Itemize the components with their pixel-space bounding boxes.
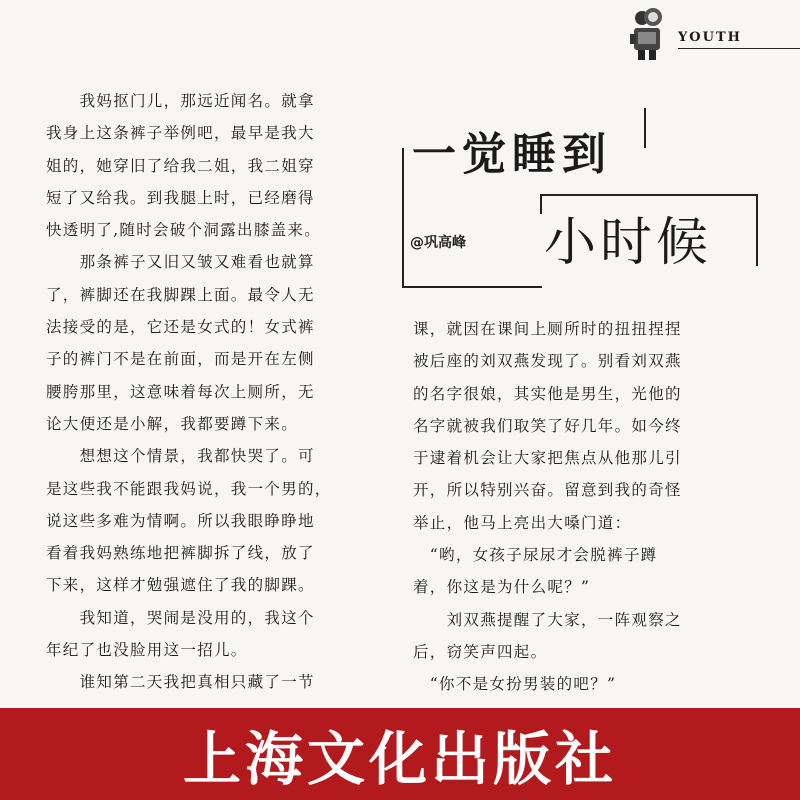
text-line: 说这些多难为情啊。所以我眼睁睁地	[46, 511, 315, 530]
header-divider	[678, 48, 800, 49]
text-line: 姐的，她穿旧了给我二姐，我二姐穿	[46, 156, 315, 175]
title-frame-line	[540, 194, 758, 196]
text-line: 名字就被我们取笑了好几年。如今终	[413, 416, 682, 435]
article-title: 一觉睡到	[412, 129, 612, 180]
text-line: 腰胯那里，这意味着每次上厕所，无	[46, 382, 315, 401]
kid-illustration-icon	[622, 4, 674, 60]
text-line: 想想这个情景，我都快哭了。可	[46, 447, 315, 466]
page-header	[0, 0, 800, 60]
text-line: 论大便还是小解，我都要蹲下来。	[46, 414, 299, 433]
title-frame-line	[402, 286, 542, 288]
text-line: 的名字很娘，其实他是男生，光他的	[413, 384, 682, 403]
text-line: 下来，这样才勉强遮住了我的脚踝。	[46, 576, 315, 595]
text-line: 刘双燕提醒了大家，一阵观察之	[413, 610, 682, 629]
section-label: YOUTH	[678, 30, 742, 45]
title-frame-line	[402, 148, 404, 288]
text-line: “你不是女扮男装的吧？”	[413, 675, 617, 694]
text-line: 我知道，哭闹是没用的，我这个	[46, 608, 315, 627]
right-text-column	[413, 313, 765, 701]
title-frame-line	[756, 194, 758, 266]
text-line: 子的裤门不是在前面，而是开在左侧	[46, 350, 315, 369]
text-line: “哟，女孩子尿尿才会脱裤子蹲	[413, 546, 658, 565]
title-frame-line	[540, 194, 542, 214]
text-line: 那条裤子又旧又皱又难看也就算	[46, 253, 315, 272]
text-line: 我妈抠门儿，那远近闻名。就拿	[46, 92, 315, 110]
left-text-column	[46, 85, 388, 699]
text-line: 举止，他马上亮出大嗓门道：	[413, 513, 632, 532]
text-line: 看着我妈熟练地把裤脚拆了线，放了	[46, 544, 315, 563]
text-line: 谁知第二天我把真相只藏了一节	[46, 673, 315, 692]
text-line: 年纪了也没脸用这一招儿。	[46, 641, 248, 660]
text-line: 快透明了,随时会破个洞露出膝盖来。	[46, 221, 322, 240]
text-line: 后，窃笑声四起。	[413, 642, 548, 661]
text-line: 了，裤脚还在我脚踝上面。最令人无	[46, 285, 315, 304]
text-line: 短了又给我。到我腿上时，已经磨得	[46, 188, 315, 207]
text-line: 法接受的是，它还是女式的！女式裤	[46, 318, 315, 337]
text-line: 于逮着机会让大家把焦点从他那儿引	[413, 449, 682, 468]
article-author: @巩高峰	[410, 235, 466, 251]
publisher-banner	[0, 708, 800, 800]
text-line: 我身上这条裤子举例吧，最早是我大	[46, 124, 315, 143]
text-line: 是这些我不能跟我妈说，我一个男的，	[46, 479, 332, 498]
title-frame-line	[644, 108, 646, 148]
text-line: 课，就因在课间上厕所时的扭扭捏捏	[413, 320, 682, 338]
publisher-name: 上海文化出版社	[182, 725, 617, 793]
text-line: 开，所以特别兴奋。留意到我的奇怪	[413, 481, 682, 500]
article-subtitle: 小时候	[544, 213, 713, 273]
text-line: 着，你这是为什么呢？”	[413, 578, 591, 597]
article-title-block	[402, 108, 758, 288]
text-line: 被后座的刘双燕发现了。别看刘双燕	[413, 352, 682, 371]
